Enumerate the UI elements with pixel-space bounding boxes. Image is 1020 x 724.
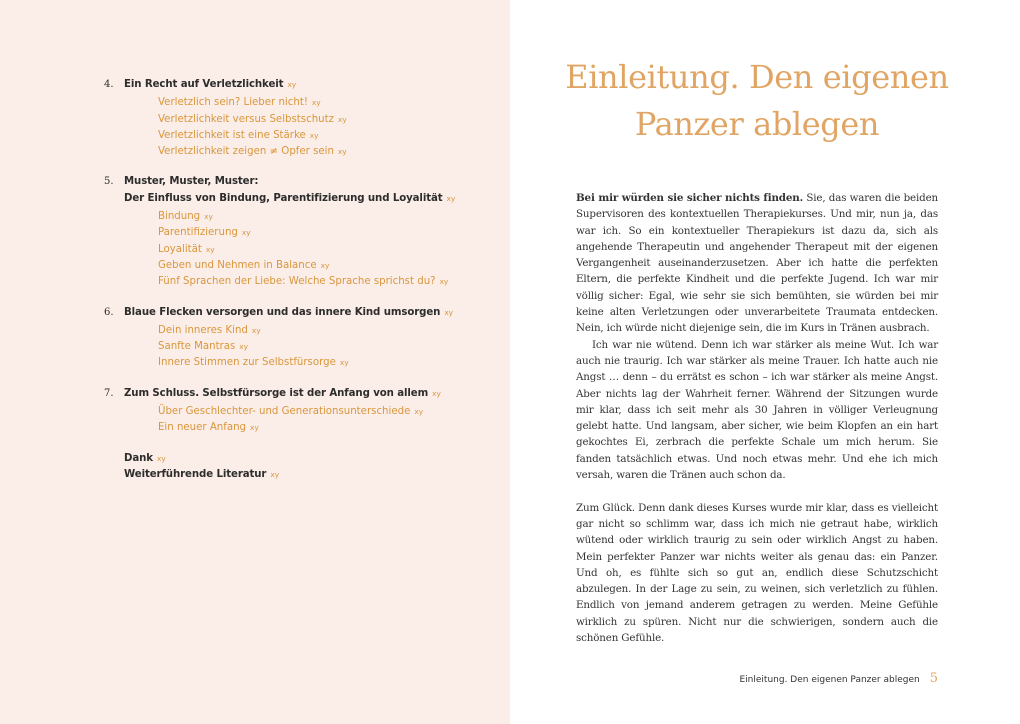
- toc-subsection: [104, 95, 504, 111]
- toc-subsection: [104, 420, 504, 436]
- toc-chapter: [104, 176, 504, 290]
- toc-chapter: [104, 307, 504, 372]
- page-ref: xy: [337, 147, 347, 157]
- back-matter-text: Dank: [124, 452, 153, 464]
- page-ref: xy: [250, 423, 259, 433]
- page-ref: xy: [270, 469, 280, 479]
- page-ref: xy: [287, 80, 297, 89]
- page-ref: xy: [156, 453, 166, 463]
- toc-subsection: [104, 128, 504, 144]
- page-ref: xy: [320, 260, 330, 270]
- back-matter-text: Weiterführende Literatur: [124, 468, 267, 480]
- chapter-title: Einleitung. Den eigenen Panzer ablegen: [565, 58, 949, 143]
- running-head: Einleitung. Den eigenen Panzer ablegen: [739, 675, 920, 685]
- subsection-text: Parentifizierung: [158, 227, 238, 239]
- chapter-heading-text: Muster, Muster, Muster:: [124, 176, 259, 188]
- toc-subsection: [104, 339, 504, 355]
- toc-back-matter-item: [124, 453, 504, 469]
- subsection-text: Ein neuer Anfang: [158, 422, 247, 434]
- chapter-number: 5.: [104, 176, 114, 188]
- toc-chapter-heading: [104, 176, 504, 192]
- toc-back-matter-item: [124, 469, 504, 485]
- page-ref: xy: [439, 277, 449, 287]
- page-ref: xy: [251, 325, 261, 335]
- page-ref: xy: [309, 130, 319, 140]
- page-ref: xy: [337, 114, 347, 124]
- toc-chapter-heading: [104, 193, 504, 209]
- subsection-text: Verletzlich sein? Lieber nicht!: [158, 97, 308, 109]
- chapter-number: 4.: [104, 79, 114, 90]
- page-ref: xy: [239, 342, 249, 352]
- lead-in: Bei mir würden sie sicher nichts finden.: [576, 192, 804, 204]
- page-number: 5: [929, 671, 938, 686]
- table-of-contents: [104, 79, 504, 485]
- toc-subsection: [104, 258, 504, 274]
- toc-subsection: [104, 355, 504, 371]
- page-ref: xy: [446, 193, 456, 203]
- subsection-text: Verletzlichkeit versus Selbstschutz: [158, 113, 334, 125]
- toc-chapter: [104, 79, 504, 160]
- page-ref: xy: [204, 212, 213, 222]
- page-ref: xy: [432, 388, 441, 398]
- subsection-text: Fünf Sprachen der Liebe: Welche Sprache sprichst du?: [158, 276, 436, 288]
- chapter-heading-text: Blaue Flecken versorgen und das innere Kind umsorgen: [124, 306, 441, 318]
- toc-subsection: [104, 274, 504, 290]
- chapter-heading-text: Der Einfluss von Bindung, Parentifizierung und Loyalität: [124, 192, 443, 204]
- subsection-text: Bindung: [158, 211, 201, 223]
- toc-subsection: [104, 225, 504, 241]
- subsection-text: Loyalität: [158, 243, 202, 255]
- toc-chapter-heading: [104, 307, 504, 323]
- subsection-text: Verletzlichkeit zeigen ≠ Opfer sein: [158, 146, 334, 158]
- toc-chapter: [104, 388, 504, 437]
- chapter-body: [576, 190, 938, 646]
- page-ref: xy: [241, 228, 251, 238]
- page-ref: xy: [311, 98, 321, 108]
- page-ref: xy: [339, 358, 349, 368]
- right-page: [510, 0, 1020, 724]
- page-ref: xy: [205, 244, 215, 254]
- chapter-heading-text: Zum Schluss. Selbstfürsorge ist der Anfang von allem: [124, 387, 429, 399]
- chapter-number: 7.: [104, 387, 114, 399]
- subsection-text: Über Geschlechter- und Generationsunterschiede: [158, 406, 411, 418]
- toc-back-matter: [104, 453, 504, 486]
- subsection-text: Innere Stimmen zur Selbstfürsorge: [158, 357, 336, 369]
- paragraph-3: Zum Glück. Denn dank dieses Kurses wurde mir klar, dass es vielleicht gar nicht so schlimm war, dass ich mich nie getraut habe, wirklich wütend oder wirklich traurig zu sein oder wirklich Angst zu haben. Mein perfekter Panzer war nichts weiter als genau das: ein Panzer. Und oh, es fühlte sich so gut an, endlich diese Schutzschicht abzulegen. In der Lage zu sein, zu weinen, sich verletzlich zu fühlen. Endlich von jemand anderem getragen zu werden. Meine Gefühle wirklich zu spüren. Nicht nur die schwierigen, sondern auch die schönen Gefühle.: [576, 501, 938, 645]
- page-ref: xy: [414, 407, 424, 417]
- paragraph-1: [576, 190, 938, 337]
- toc-subsection: [104, 404, 504, 420]
- subsection-text: Geben und Nehmen in Balance: [158, 259, 317, 271]
- page-ref: xy: [444, 307, 454, 317]
- toc-subsection: [104, 144, 504, 160]
- subsection-text: Sanfte Mantras: [158, 341, 236, 353]
- chapter-heading-text: Ein Recht auf Verletzlichkeit: [124, 79, 284, 90]
- subsection-text: Dein inneres Kind: [158, 324, 248, 336]
- subsection-text: Verletzlichkeit ist eine Stärke: [158, 129, 306, 141]
- toc-chapter-heading: [104, 79, 504, 95]
- toc-subsection: [104, 242, 504, 258]
- toc-subsection: [104, 209, 504, 225]
- chapter-number: 6.: [104, 306, 114, 318]
- toc-chapter-heading: [104, 388, 504, 404]
- paragraph-2: Ich war nie wütend. Denn ich war stärker als meine Wut. Ich war auch nie traurig. Ich war stärker als meine Trauer. Ich hatte auch nie Angst … denn – du errätst es schon – ich war stärker als meine Angst. Aber nichts lag der Wahrheit ferner. Während der Sitzungen wurde mir klar, dass ich seit mehr als 30 Jahren in völliger Verleugnung gelebt hatte. Und langsam, aber sicher, wie beim Klopfen an ein hart gekochtes Ei, zerbrach die perfekte Schale um mich herum. Sie fanden tatsächlich etwas. Und noch etwas mehr. Und ehe ich mich versah, waren die Tränen auch schon da.: [576, 338, 938, 482]
- toc-subsection: [104, 323, 504, 339]
- toc-subsection: [104, 112, 504, 128]
- page-footer: [740, 671, 939, 686]
- paragraph-1-text: Sie, das waren die beiden Supervisoren des kontextuellen Therapiekurses. Und mir, nun ja, das war ich. So ein kontextueller Therapiekurs ist dazu da, sich als angehende Therapeutin und angehender Therapeut mit der eigenen Vergangenheit auseinanderzusetzen. Aber ich hatte die perfekten Eltern, die perfekte Kindheit und die perfekte Jugend. Ich war mir völlig sicher: Egal, wie sehr sie sich bemühten, sie würden bei mir keine alten Verletzungen oder unverarbeitete Traumata entdecken. Nein, ich würde nicht diejenige sein, die im Kurs in Tränen ausbrach.: [576, 192, 938, 335]
